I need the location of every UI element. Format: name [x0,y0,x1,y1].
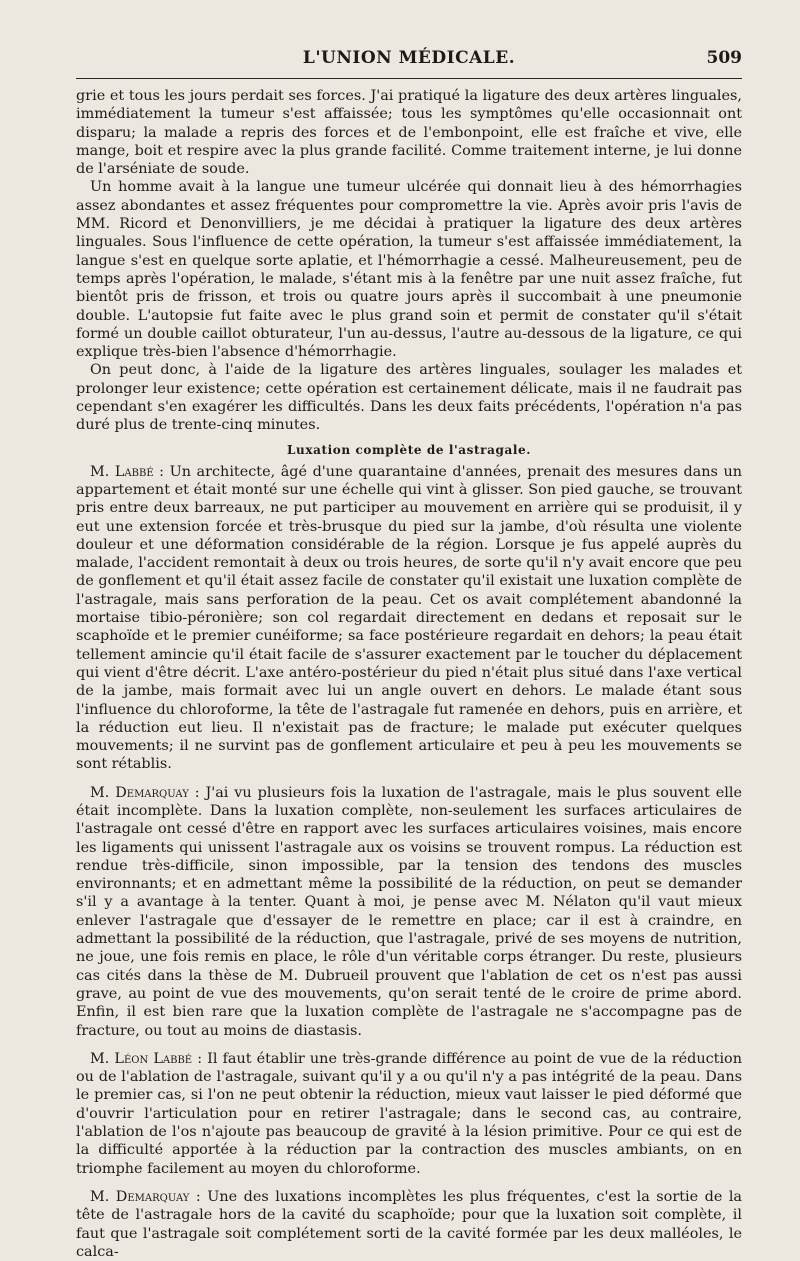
page-number: 509 [706,48,742,68]
speaker-label: M. Labbé : [90,463,165,480]
paragraph-7-text: Une des luxations incomplètes les plus fréquentes, c'est la sortie de la tête de l'astragale hors de la cavité du scaphoïde; pour que la luxation soit complète, il faut que l'astragale soit complétement sorti de la cavité formée par les deux malléoles, le calca- [76,1188,743,1260]
paragraph-5-text: J'ai vu plusieurs fois la luxation de l'astragale, mais le plus souvent elle était incomplète. Dans la luxation complète, non-seulement les surfaces articulaires de l'astragale ont cessé d'être en rapport avec les surfaces articulaires voisines, mais encore les ligaments qui unissent l'astragale aux os voisins se trouvent rompus. La réduction est rendue très-difficile, sinon impossible, par la tension des tendons des muscles environnants; et en admettant même la possibilité de la réduction, on peut se demander s'il y a avantage à la tenter. Quant à moi, je pense avec M. Nélaton qu'il vaut mieux enlever l'astragale que d'essayer de le remettre en place; car il est à craindre, en admettant la possibilité de la réduction, que l'astragale, privé de ses moyens de nutrition, ne joue, une fois remis en place, le rôle d'un véritable corps étranger. Du reste, plusieurs cas cités dans la thèse de M. Dubrueil prouvent que l'ablation de cet os n'est pas aussi grave, au point de vue des mouvements, qu'on serait tenté de le croire de prime abord. Enfin, il est bien rare que la luxation complète de l'astragale ne s'accompagne pas de fracture, ou tout au moins de diastasis. [76,784,742,1039]
speaker-label: M. Demarquay : [90,784,200,801]
header-rule [76,78,742,79]
paragraph-2: Un homme avait à la langue une tumeur ulcérée qui donnait lieu à des hémorrhagies assez abondantes et assez fréquentes pour compromettre la vie. Après avoir pris l'avis de MM. Ricord et Denonvilliers, je me décidai à pratiquer la ligature des deux artères linguales. Sous l'influence de cette opération, la tumeur s'est affaissée immédiatement, la langue s'est en quelque sorte aplatie, et l'hémorrhagie a cessé. Malheureusement, peu de temps après l'opération, le malade, s'étant mis à la fenêtre par une nuit assez fraîche, fut bientôt pris de frisson, et trois ou quatre jours après il succombait à une pneumonie double. L'autopsie fut faite avec le plus grand soin et permit de constater qu'il s'était formé un double caillot obturateur, l'un au-dessus, l'autre au-dessous de la ligature, ce qui explique très-bien l'absence d'hémorrhagie. [76,179,742,361]
paragraph-6 [76,1050,742,1178]
paragraph-6-text: Il faut établir une très-grande différence au point de vue de la réduction ou de l'ablation de l'astragale, suivant qu'il y a ou qu'il n'y a pas intégrité de la peau. Dans le premier cas, si l'on ne peut obtenir la réduction, mieux vaut laisser le pied déformé que d'ouvrir l'articulation pour en retirer l'astragale; dans le second cas, au contraire, l'ablation de l'os n'ajoute pas beaucoup de gravité à la lésion primitive. Pour ce qui est de la difficulté apportée à la réduction par la contraction des muscles ambiants, on en triomphe facilement au moyen du chloroforme. [76,1050,742,1177]
speaker-label: M. Demarquay : [90,1188,201,1205]
paragraph-5 [76,784,742,1040]
paragraph-4-text: Un architecte, âgé d'une quarantaine d'années, prenait des mesures dans un appartement et était monté sur une échelle qui vint à glisser. Son pied gauche, se trouvant pris entre deux barreaux, ne put participer au mouvement en arrière qui se produisit, il y eut une extension forcée et très-brusque du pied sur la jambe, d'où résulta une violente douleur et une déformation considérable de la région. Lorsque je fus appelé auprès du malade, l'accident remontait à deux ou trois heures, de sorte qu'il n'y avait encore que peu de gonflement et qu'il était assez facile de constater qu'il existait une luxation complète de l'astragale, mais sans perforation de la peau. Cet os avait complétement abandonné la mortaise tibio-péronière; son col regardait directement en dedans et reposait sur le scaphoïde et le premier cunéiforme; sa face postérieure regardait en dehors; la peau était tellement amincie qu'il était facile de s'assurer exactement par le toucher du déplacement qui vient d'être décrit. L'axe antéro-postérieur du pied n'était plus situé dans l'axe vertical de la jambe, mais formait avec lui un angle ouvert en dehors. Le malade étant sous l'influence du chloroforme, la tête de l'astragale fut ramenée en dehors, puis en arrière, et la réduction eut lieu. Il n'existait pas de fracture; le malade put exécuter quelques mouvements; il ne survint pas de gonflement articulaire et peu à peu les mouvements se sont rétablis. [76,463,742,773]
paragraph-3: On peut donc, à l'aide de la ligature des artères linguales, soulager les malades et prolonger leur existence; cette opération est certainement délicate, mais il ne faudrait pas cependant s'en exagérer les difficultés. Dans les deux faits précédents, l'opération n'a pas duré plus de trente-cinq minutes. [76,362,742,434]
journal-title: L'UNION MÉDICALE. [302,48,516,68]
page-header [76,44,742,74]
speaker-label: M. Léon Labbé : [90,1050,203,1067]
paragraph-7 [76,1188,742,1261]
section-title: Luxation complète de l'astragale. [287,442,531,457]
paragraph-4 [76,463,742,774]
paragraph-1: grie et tous les jours perdait ses forces. J'ai pratiqué la ligature des deux artères linguales, immédiatement la tumeur s'est affaissée; tous les symptômes qu'elle occasionnait ont disparu; la malade a repris des forces et de l'embonpoint, elle est fraîche et vive, elle mange, boit et respire avec la plus grande facilité. Comme traitement interne, je lui donne de l'arséniate de soude. [76,88,742,178]
